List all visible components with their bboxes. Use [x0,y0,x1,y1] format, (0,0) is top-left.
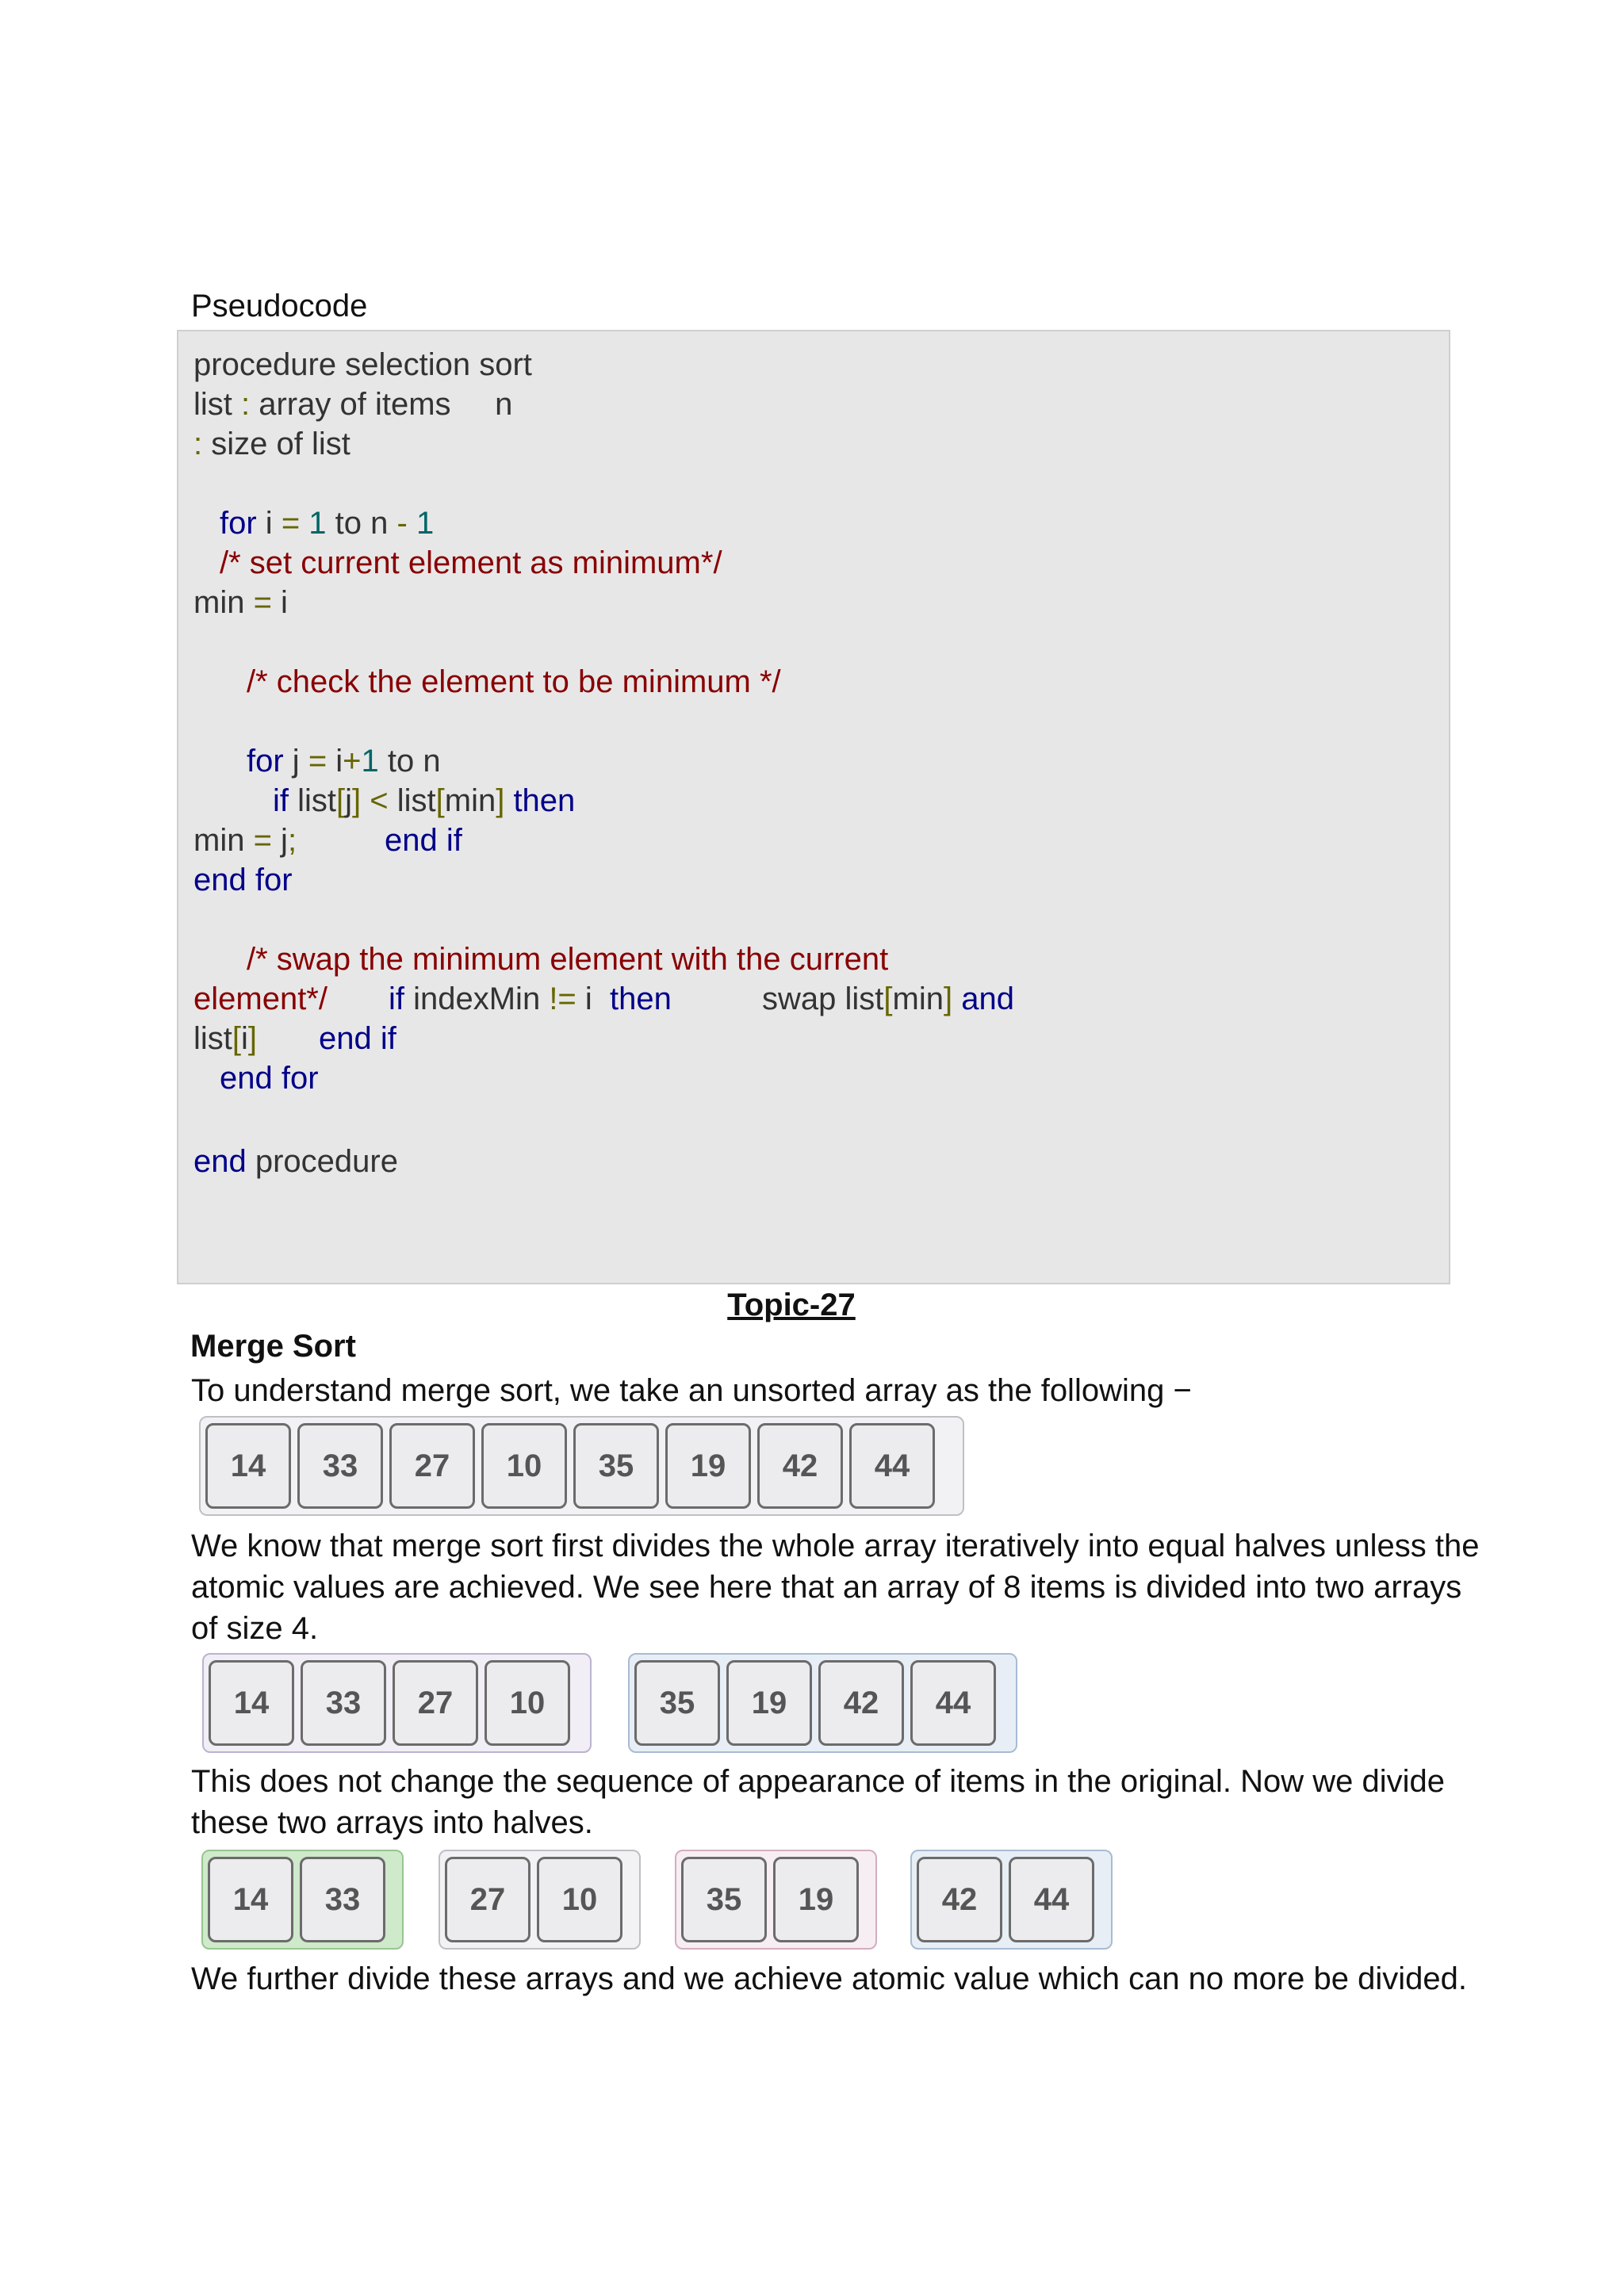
array-cell: 10 [481,1423,567,1509]
topic-heading: Topic-27 [727,1288,856,1322]
code-line: end for [220,1061,319,1096]
array-cell: 10 [485,1660,570,1746]
array-group [439,1850,641,1950]
array-cell: 19 [665,1423,751,1509]
array-cell: 44 [1009,1857,1094,1942]
array-cell: 33 [297,1423,383,1509]
array-cell: 44 [849,1423,935,1509]
array-cell: 35 [573,1423,659,1509]
array-cell: 14 [208,1857,293,1942]
paragraph: We know that merge sort first divides the whole array iteratively into equal halves unless the atomic values are achieved. We see here that an array of 8 items is divided into two arrays of size 4. [191,1529,1480,1646]
array-cell: 14 [209,1660,294,1746]
code-line: list[i] [193,1021,258,1056]
code-comment: /* check the element to be minimum */ [247,664,781,699]
array-cell: 42 [917,1857,1002,1942]
code-line: for j = i+1 to n [247,744,441,779]
array-group [628,1653,1017,1753]
array-cell: 27 [445,1857,530,1942]
code-line: if indexMin != i then [389,982,672,1016]
code-line: end if [319,1021,396,1056]
code-line: end procedure [193,1144,398,1179]
code-line: : size of list [193,427,350,461]
code-line: if list[j] < list[min] then [273,783,576,818]
array-group [675,1850,877,1950]
array-group [201,1850,404,1950]
code-block [177,330,1450,1284]
code-comment: element*/ [193,982,327,1016]
paragraph: To understand merge sort, we take an unsorted array as the following − [191,1373,1192,1408]
code-line: min = i [193,585,288,620]
array-cell: 14 [205,1423,291,1509]
code-comment: /* set current element as minimum*/ [220,545,722,580]
array-cell: 44 [910,1660,996,1746]
pseudocode-heading: Pseudocode [191,289,368,323]
code-line: end for [193,863,293,897]
paragraph: This does not change the sequence of appearance of items in the original. Now we divide these two arrays into halves. [191,1764,1445,1840]
array-cell: 42 [757,1423,843,1509]
array-cell: 27 [389,1423,475,1509]
code-comment: /* swap the minimum element with the current [247,942,889,977]
code-line: swap list[min] and [762,982,1014,1016]
array-cell: 35 [681,1857,767,1942]
array-cell: 33 [301,1660,386,1746]
array-group [202,1653,592,1753]
array-cell: 35 [634,1660,720,1746]
code-line: for i = 1 to n - 1 [220,506,435,541]
code-line: procedure selection sort [193,347,532,382]
array-cell: 19 [726,1660,812,1746]
array-cell: 10 [537,1857,622,1942]
array-group [910,1850,1113,1950]
array-cell: 42 [818,1660,904,1746]
code-line: list : array of items n [193,387,513,422]
array-cell: 19 [773,1857,859,1942]
array-group [199,1416,964,1516]
code-line: end if [385,823,462,858]
paragraph: We further divide these arrays and we achieve atomic value which can no more be divided. [191,1961,1468,1996]
section-title: Merge Sort [190,1329,356,1364]
array-cell: 27 [393,1660,478,1746]
code-line: min = j; [193,823,297,858]
array-cell: 33 [300,1857,385,1942]
